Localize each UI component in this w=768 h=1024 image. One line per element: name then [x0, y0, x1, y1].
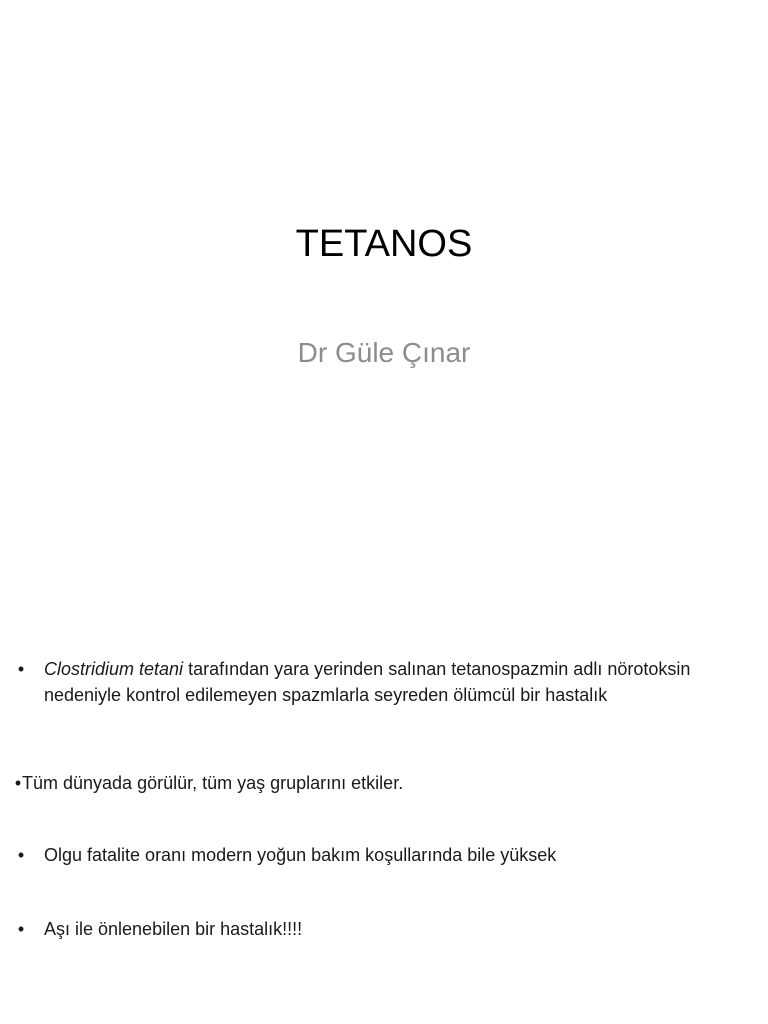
bullet-item-3-text: Olgu fatalite oranı modern yoğun bakım koşullarında bile yüksek	[44, 845, 557, 865]
bullet-item-1	[17, 656, 724, 708]
bullet-item-1-italic: Clostridium tetani	[44, 659, 184, 679]
bullet-item-2-text: Tüm dünyada görülür, tüm yaş gruplarını etkiler.	[22, 773, 404, 793]
bullet-item-1-text: tarafından yara yerinden salınan tetanospazmin adlı nörotoksin nedeniyle kontrol edilemeyen spazmlarla seyreden ölümcül bir hastalık	[44, 659, 691, 705]
bullet-marker: •	[17, 659, 25, 679]
bullet-marker: •	[14, 773, 22, 793]
bullet-item-3	[17, 842, 724, 868]
bullet-item-4-text: Aşı ile önlenebilen bir hastalık!!!!	[44, 919, 303, 939]
bullet-item-4	[17, 916, 724, 942]
slide-title: TETANOS	[295, 223, 473, 265]
bullet-marker: •	[17, 845, 25, 865]
slide-subtitle: Dr Güle Çınar	[297, 337, 471, 368]
bullet-item-2	[14, 770, 702, 796]
bullet-marker: •	[17, 919, 25, 939]
